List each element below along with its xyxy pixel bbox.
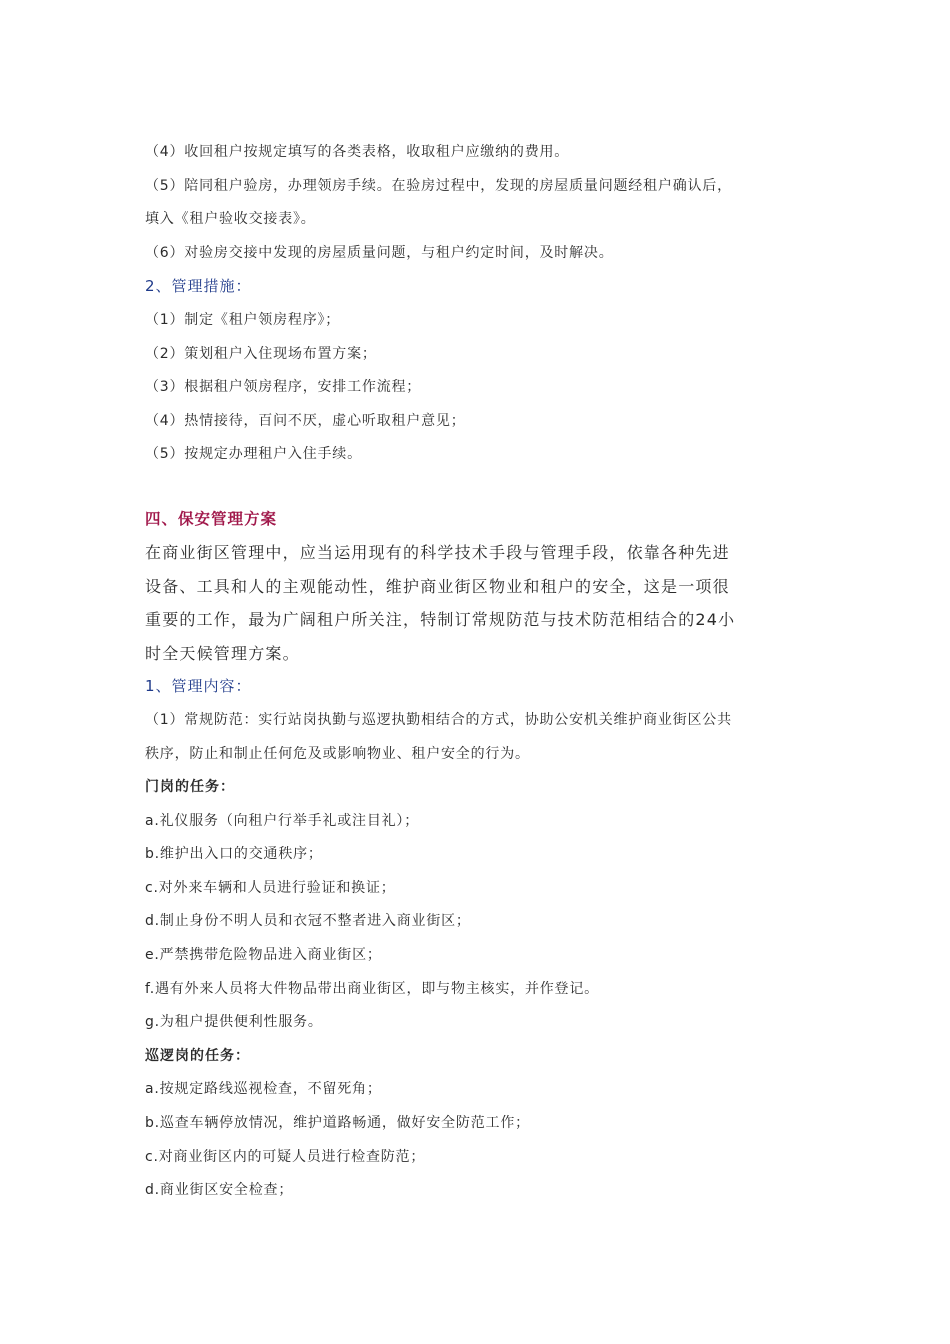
security-intro-paragraph — [145, 536, 815, 670]
text-line: 秩序，防止和制止任何危及或影响物业、租户安全的行为。 — [145, 745, 530, 762]
list-item: a.按规定路线巡视检查，不留死角； — [145, 1081, 382, 1098]
list-item: g.为租户提供便利性服务。 — [145, 1014, 323, 1031]
text-line: （5）陪同租户验房，办理领房手续。在验房过程中，发现的房屋质量问题经租户确认后， — [145, 177, 732, 194]
list-item: （1）制定《租户领房程序》； — [145, 311, 341, 328]
paragraph-line: 重要的工作，最为广阔租户所关注，特制订常规防范与技术防范相结合的24小 — [145, 610, 736, 630]
paragraph-line: 设备、工具和人的主观能动性，维护商业街区物业和租户的安全，这是一项很 — [145, 576, 730, 596]
list-item: e.严禁携带危险物品进入商业街区； — [145, 947, 382, 964]
list-item: （3）根据租户领房程序，安排工作流程； — [145, 379, 422, 396]
list-item: b.巡查车辆停放情况，维护道路畅通，做好安全防范工作； — [145, 1115, 530, 1132]
list-item: （4）热情接待，百问不厌，虚心听取租户意见； — [145, 412, 466, 429]
section-heading-content: 1、管理内容： — [145, 677, 252, 696]
list-item: c.对商业街区内的可疑人员进行检查防范； — [145, 1148, 426, 1165]
text-line: 填入《租户验收交接表》。 — [145, 211, 316, 228]
list-item: f.遇有外来人员将大件物品带出商业街区，即与物主核实，并作登记。 — [145, 980, 599, 997]
patrol-duties-title: 巡逻岗的任务： — [145, 1047, 250, 1064]
list-item: c.对外来车辆和人员进行验证和换证； — [145, 879, 396, 896]
list-item: （2）策划租户入住现场布置方案； — [145, 345, 377, 362]
list-item: d.制止身份不明人员和衣冠不整者进入商业街区； — [145, 913, 471, 930]
list-item: （5）按规定办理租户入住手续。 — [145, 446, 362, 463]
gate-duties-title: 门岗的任务： — [145, 779, 235, 796]
gate-duties-list — [145, 805, 815, 1040]
list-item: a.礼仪服务（向租户行举手礼或注目礼）； — [145, 812, 420, 829]
document-page — [145, 136, 815, 1208]
list-item: d.商业街区安全检查； — [145, 1182, 294, 1199]
section-heading-measures: 2、管理措施： — [145, 277, 252, 296]
list-item: b.维护出入口的交通秩序； — [145, 846, 323, 863]
handover-steps — [145, 136, 815, 270]
paragraph-line: 时全天候管理方案。 — [145, 643, 300, 663]
patrol-duties-list — [145, 1073, 815, 1207]
text-line: （1）常规防范：实行站岗执勤与巡逻执勤相结合的方式，协助公安机关维护商业街区公共 — [145, 711, 732, 728]
routine-prevention-paragraph — [145, 704, 815, 771]
text-line: （4）收回租户按规定填写的各类表格，收取租户应缴纳的费用。 — [145, 144, 570, 160]
paragraph-line: 在商业街区管理中，应当运用现有的科学技术手段与管理手段，依靠各种先进 — [145, 542, 730, 562]
section-spacer — [145, 472, 815, 502]
measures-list — [145, 304, 815, 472]
text-line: （6）对验房交接中发现的房屋质量问题，与租户约定时间，及时解决。 — [145, 244, 614, 261]
chapter-heading-security: 四、保安管理方案 — [145, 509, 278, 528]
